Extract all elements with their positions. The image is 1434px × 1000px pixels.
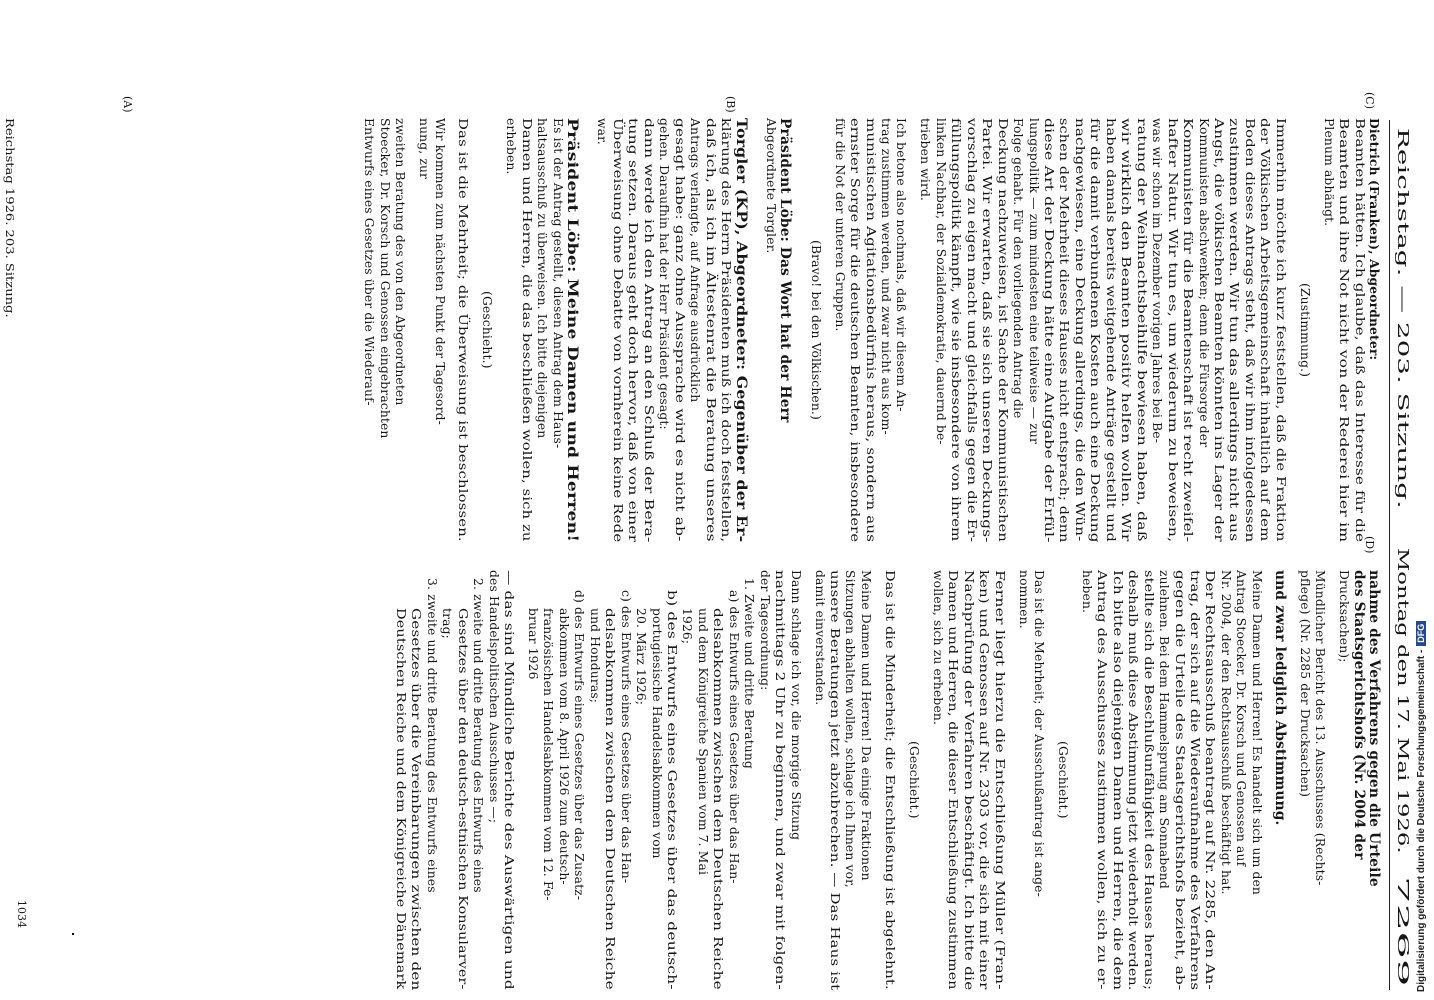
text-line: Beamten und ihre Not nicht von der Rederei hier im [1337,118,1352,543]
text-line: c) des Entwurfs eines Gesetzes über das Han- [618,590,633,884]
text-line: trag; [440,608,455,639]
text-line: haltsausschuß zu überweisen. Ich bitte diejenigen [535,118,550,439]
text-line: Gesetzes über den deutsch-estnischen Konsularver- [455,608,470,990]
text-line: Sitzungen abhalten wollen, schlage ich Ihnen vor, [843,570,858,888]
text-line: Das ist die Mehrheit; der Ausschußantrag ist ange- [1031,570,1046,897]
text-line: Folge gehabt. Für den vorliegenden Antrag die [1011,118,1026,419]
text-line: Dietrich (Franken), Abgeordneter: [1367,118,1382,361]
text-line: Plenum abhängt. [1321,118,1336,227]
text-line: unsere Beratungen jetzt abzubrechen. — Das Haus ist [828,570,843,991]
text-line: lungspolitik — zum mindesten eine teilweise — zur [1026,118,1041,444]
text-line: schen der Mehrheit dieses Hauses nicht entsprach; denn [1057,118,1072,543]
text-line: 2. zweite und dritte Beratung des Entwurfs eines [471,578,486,893]
text-line: füllungspolitik kämpft, wie sie insbesondere von ihrem [949,118,964,542]
text-line: Das ist die Minderheit; die Entschließung ist abgelehnt. [882,570,897,990]
text-line: zulehnen. Bei dem Hammelsprung am Sonnabend [1157,570,1172,889]
text-line: klärung des Herrn Präsidenten muß ich doch feststellen, [719,118,734,543]
text-line: Der Rechtsausschuß beantragt auf Nr. 2285, den An- [1203,570,1218,990]
text-line: wollen, sich zu erheben. [930,570,945,726]
margin-mark-c: (C) [1363,92,1376,109]
text-line: Deutschen Reiche und dem Königreiche Dänemark [393,608,408,990]
text-line: Mündlicher Bericht des 13. Ausschusses (Rechts- [1313,570,1328,886]
text-line: ernster Sorge für die deutschen Beamten, insbesondere [848,118,863,543]
text-line: französischen Handelsabkommen vom 12. Fe- [541,608,556,901]
text-line: trieben wird. [918,118,933,202]
text-line: Torgler (KP), Abgeordneter: Gegenüber der Er- [732,118,749,543]
text-line: für die damit verbundenen Kosten auch eine Deckung [1088,118,1103,543]
text-line: Stoecker, Dr. Korsch und Genossen eingebrachten [377,118,392,439]
text-line: Entwurfs eines Gesetzes über die Wiederauf- [362,118,377,406]
page-number: 7269 [1394,876,1412,987]
text-line: daß ich, als ich im Ältestenrat die Beratung unseres [703,118,718,542]
text-line: 1. Zweite und dritte Beratung [742,578,757,769]
text-line: der Tagesordnung: [757,570,772,691]
text-line: nachmittags 2 Uhr zu beginnen, und zwar mit folgen- [773,570,788,990]
text-line: Ich betone also nochmals, daß wir diesem An- [894,118,909,412]
text-line: Partei. Wir erwarten, daß sie sich unseren Deckungs- [980,118,995,543]
text-line: wir wirklich den Beamten positiv helfen wollen. Wir [1119,118,1134,542]
text-line: Kommunisten abschwenken; denn die Fürsorge der [1196,118,1211,448]
text-line: delsabkommen zwischen dem Deutschen Reiche [603,608,618,990]
text-line: haben damals bereits weitgehende Anträge gestellt und [1103,118,1118,543]
text-line: nahme des Verfahrens gegen die Urteile [1366,570,1382,887]
margin-mark-a: (A) [121,96,134,113]
text-line: tung setzen. Daraus geht doch hervor, daß von einer [626,118,641,543]
text-line: gesagt habe: ganz ohne Aussprache wird es nicht ab- [672,118,687,542]
text-line: Damen und Herren, die dieser Entschließung zustimmen [946,570,961,990]
text-line: Nr. 2004, der den Rechtsausschuß beschäftigt hat. [1218,570,1233,895]
scan-speck [72,933,74,935]
text-line: 3. zweite und dritte Beratung des Entwurfs eines [424,578,439,893]
text-line: und Honduras; [587,608,602,704]
text-line: Präsident Löbe: Meine Damen und Herren! [564,118,581,543]
text-line: erheben. [504,118,519,175]
text-line: linken Nachbar, der Sozialdemokratie, dauernd be- [933,118,948,445]
text-line: bruar 1926 [525,608,540,680]
footer-sheet-number: 1034 [15,900,28,928]
running-title: Reichstag. — 203. Sitzung. [1394,128,1412,509]
text-line: Gesetzes über die Vereinbarungen zwischen den [409,608,424,991]
text-line: Meine Damen und Herren! Es handelt sich um den [1249,570,1264,896]
text-line: Das ist die Mehrheit; die Überweisung ist beschlossen. [456,118,471,542]
funding-note [1416,621,1427,992]
text-line: Beamten hätten. Ich glaube, daß das Interesse für die [1352,118,1367,543]
text-line: Antrag Stoecker, Dr. Korsch und Genossen auf [1234,570,1249,867]
text-line: a) des Entwurfs eines Gesetzes über das Han- [726,590,741,884]
text-line: (Zustimmung.) [1297,283,1312,378]
text-line: munistischen Agitationsbedürfnis heraus, sondern aus [863,118,878,543]
text-line: Überweisung ohne Debatte von vornherein keine Rede [610,118,625,543]
text-line: Antrag des Ausschusses zustimmen wollen, sich zu er- [1095,570,1110,990]
text-line: nachgewiesen, eine Deckung allerdings, die den Wün- [1072,118,1087,542]
text-line: Ferner liegt hierzu die Entschließung Müller (Fran- [992,570,1007,990]
text-line: diese Art der Deckung hätte eine Aufgabe der Erfül- [1042,118,1057,543]
text-line: Boden dieses Antrags steht, daß wir ihm infolgedessen [1242,118,1257,543]
text-line: gegen die Urteile des Staatsgerichtshofs bezieht, ab- [1172,570,1187,991]
text-line: und zwar lediglich Abstimmung. [1271,570,1288,826]
text-line: Abgeordnete Torgler. [763,118,778,254]
page-date: Montag den 17. Mai 1926. [1394,548,1412,854]
text-line: Kommunisten für die Beamtenschaft ist recht zweifel- [1181,118,1196,543]
text-line: Angst, die völkischen Beamten könnten ins Lager der [1211,118,1226,542]
text-line: 20. März 1926; [634,608,649,706]
text-line: trag, der sich auf die Wiederaufnahme des Verfahrens [1188,570,1203,991]
text-line: ken) und Genossen auf Nr. 2303 vor, die sich mit einer [977,570,992,990]
text-line: 1926; [680,608,695,645]
text-line: Präsident Löbe: Das Wort hat der Herr [777,118,794,423]
text-line: (Geschieht.) [1055,741,1070,819]
text-line: Drucksachen); [1337,570,1352,663]
text-line: Ich bitte also diejenigen Damen und Herren, die dem [1110,570,1125,991]
text-line: nung, zur [417,118,432,180]
text-line: damit einverstanden. [812,570,827,706]
text-line: pflege) (Nr. 2285 der Drucksachen) [1297,570,1312,798]
text-line: dann werde ich den Antrag an den Schluß der Bera- [641,118,656,543]
text-line: zustimmen werden. Wir tun das allerdings nicht aus [1227,118,1242,542]
margin-mark-b: (B) [724,96,737,113]
text-line: abkommen vom 8. April 1926 zum deutsch- [556,608,571,885]
text-line: der Völkischen Arbeitsgemeinschaft inhaltlich auf dem [1258,118,1273,542]
text-line: (Geschieht.) [480,291,495,369]
text-line: vorschlag zu eigen macht und gleichfalls gegen die Er- [964,118,979,543]
text-line: des Handelspolitischen Ausschusses —; [486,570,501,824]
text-line: heben. [1079,570,1094,614]
funding-note-text: Digitalisierung gefördert durch die Deutsche Forschungsgemeinschaft - [1416,649,1427,992]
text-line: deshalb muß diese Abstimmung jetzt wiederholt werden. [1126,570,1141,991]
text-line: Immerhin möchte ich kurz feststellen, daß die Fraktion [1273,118,1288,542]
text-line: war. [595,118,610,145]
text-line: stellte sich die Beschlußunfähigkeit des Hauses heraus; [1141,570,1156,991]
text-line: Dann schlage ich vor, die morgige Sitzung [788,570,803,841]
text-line: Nachprüfung der Verfahren beschäftigt. Ich bitte die [961,570,976,991]
text-line: was wir schon im Dezember vorigen Jahres bei Be- [1150,118,1165,444]
text-line: — das sind Mündliche Berichte des Auswärtigen und [502,570,517,990]
text-line: (Geschieht.) [906,741,921,819]
text-line: hafter Natur. Wir tun es, um wiederum zu beweisen, [1165,118,1180,543]
text-line: trag zustimmen werden, und zwar nicht aus kom- [879,118,894,435]
text-line: Wir kommen zum nächsten Punkt der Tagesord- [432,118,447,425]
text-line: für die Not der unteren Gruppen. [832,118,847,332]
text-line: und dem Königreiche Spanien vom 7. Mai [695,608,710,876]
text-line: (Bravo! bei den Völkischen.) [808,240,823,420]
text-line: nommen. [1016,570,1031,629]
text-line: Damen und Herren, die das beschließen wollen, sich zu [519,118,534,542]
text-line: delsabkommen zwischen dem Deutschen Reiche [711,608,726,990]
margin-mark-d: (D) [1363,536,1376,554]
footer-signature: Reichstag 1926. 203. Sitzung. [3,118,16,318]
text-line: ratung der Weihnachtsbeihilfe bewiesen haben, daß [1134,118,1149,542]
text-line: zweiten Beratung des von den Abgeordneten [393,118,408,406]
text-line: portugiesische Handelsabkommen vom [649,608,664,859]
text-line: b) des Entwurfs eines Gesetzes über das deutsch- [665,590,680,990]
dfg-logo: DFG [1416,621,1426,646]
text-line: Meine Damen und Herren! Da einige Fraktionen [858,570,873,881]
text-line: d) des Entwurfs eines Gesetzes über das Zusatz- [572,590,587,901]
text-line: Es ist der Antrag gestellt, diesen Antrag dem Haus- [550,118,565,449]
text-line: Antrags verlangte, auf Anfrage ausdrücklich [688,118,703,403]
text-line: Deckung nachzuweisen, ist Sache der Kommunistischen [995,118,1010,542]
text-line: des Staatsgerichtshofs (Nr. 2004 der [1350,570,1367,860]
text-line: gehen. Daraufhin hat der Herr Präsident gesagt: [657,118,672,430]
